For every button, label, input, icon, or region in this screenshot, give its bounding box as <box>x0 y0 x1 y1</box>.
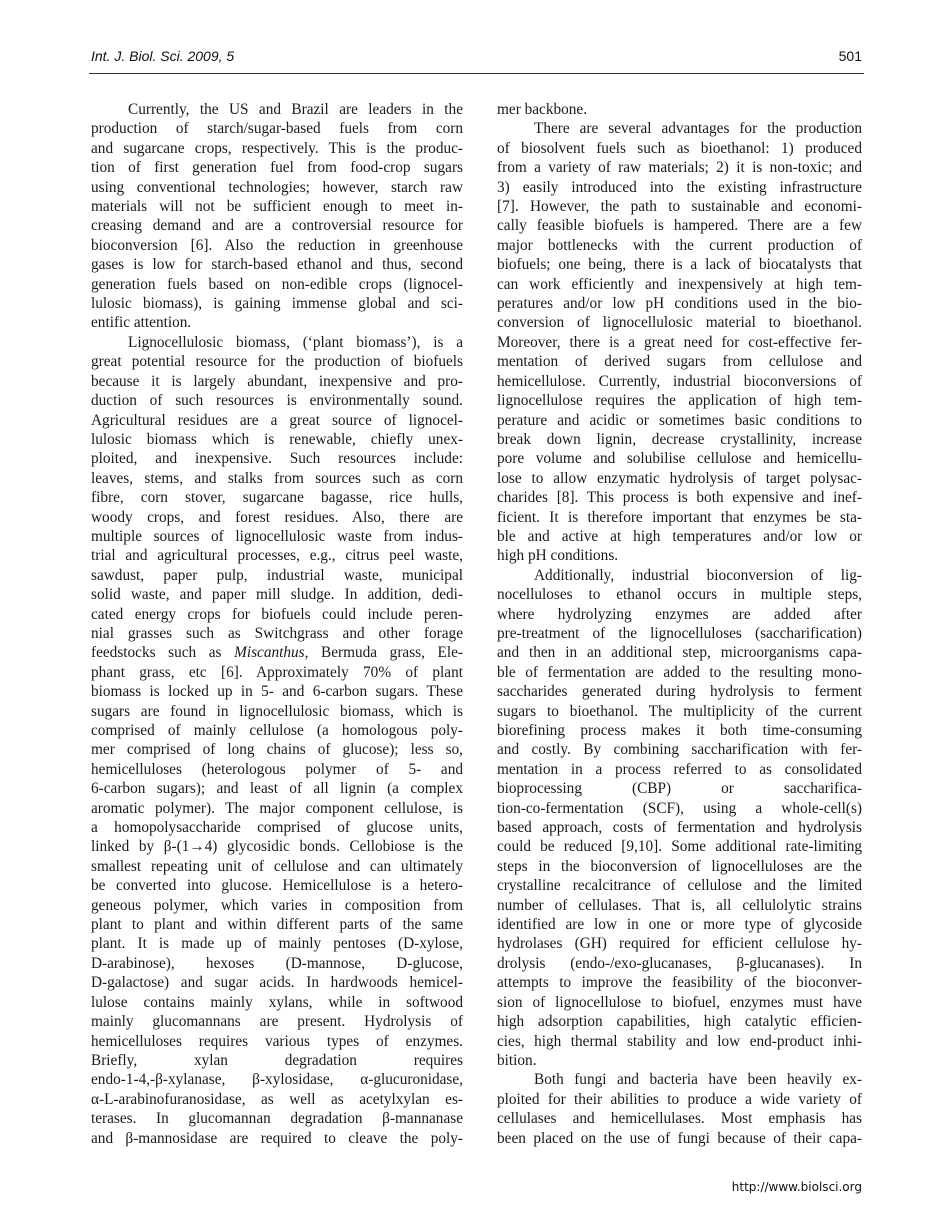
text-line: terases. In glucomannan degradation β-mannanase <box>91 1110 463 1128</box>
text-segment: , Bermuda grass, Ele- <box>304 644 463 662</box>
text-line: a homopolysaccharide comprised of glucose units, <box>91 819 463 837</box>
text-line: from a variety of raw materials; 2) it is non-toxic; and <box>497 159 862 177</box>
text-line: major bottlenecks with the current production of <box>497 236 862 254</box>
text-line: Lignocellulosic biomass, (‘plant biomass’), is a <box>128 333 463 351</box>
text-line: ploited, and inexpensive. Such resources include: <box>91 450 463 468</box>
text-line: bition. <box>497 1051 537 1069</box>
text-line: pre-treatment of the lignocelluloses (saccharification) <box>497 624 862 642</box>
text-line: cellulases and hemicellulases. Most emphasis has <box>497 1110 862 1128</box>
journal-citation: Int. J. Biol. Sci. 2009, 5 <box>91 48 235 64</box>
text-line: hydrolases (GH) required for efficient cellulose hy- <box>497 935 862 953</box>
text-line: endo-1-4,-β-xylanase, β-xylosidase, α-glucuronidase, <box>91 1071 463 1089</box>
text-line: gases is low for starch-based ethanol and thus, second <box>91 256 463 274</box>
text-line: biofuels; one being, there is a lack of biocatalysts that <box>497 256 862 274</box>
text-line: Moreover, there is a great need for cost-effective fer- <box>497 333 862 351</box>
text-line: geneous polymer, which varies in composition from <box>91 896 463 914</box>
text-line: solid waste, and paper mill sludge. In addition, dedi- <box>91 586 463 604</box>
text-line: aromatic polymer). The major component cellulose, is <box>91 799 463 817</box>
text-line: leaves, stems, and stalks from sources such as corn <box>91 469 463 487</box>
text-line: nial grasses such as Switchgrass and other forage <box>91 624 463 642</box>
text-line: phant grass, etc [6]. Approximately 70% of plant <box>91 663 463 681</box>
text-line: and β-mannosidase are required to cleave the poly- <box>91 1129 463 1147</box>
text-line: creasing demand and are a controversial resource for <box>91 217 463 235</box>
text-line: Agricultural residues are a great source of lignocel- <box>91 411 463 429</box>
text-line: identified are low in one or more type of glycoside <box>497 916 862 934</box>
text-line: trial and agricultural processes, e.g., citrus peel waste, <box>91 547 463 565</box>
left-column <box>91 100 463 1148</box>
text-line: based approach, costs of fermentation and hydrolysis <box>497 819 862 837</box>
text-line: α-L-arabinofuranosidase, as well as acetylxylan es- <box>91 1090 463 1108</box>
text-line: There are several advantages for the production <box>534 120 862 138</box>
text-line: linked by β-(1→4) glycosidic bonds. Cellobiose is the <box>91 838 463 856</box>
text-line: ploited for their abilities to produce a wide variety of <box>497 1090 862 1108</box>
text-line: multiple sources of lignocellulosic waste from indus- <box>91 527 463 545</box>
right-column <box>497 100 862 1148</box>
paragraph <box>497 566 862 1071</box>
text-line: 6-carbon sugars); and least of all lignin (a complex <box>91 780 463 798</box>
text-line: comprised of mainly cellulose (a homologous poly- <box>91 722 463 739</box>
text-line: high pH conditions. <box>497 547 619 565</box>
text-line: lulose contains mainly xylans, while in softwood <box>91 993 463 1011</box>
italic-term: Miscanthus <box>234 644 305 662</box>
text-line: charides [8]. This process is both expensive and inef- <box>497 489 862 507</box>
text-line: hemicellulose. Currently, industrial bioconversions of <box>497 372 862 390</box>
text-line: high adsorption capabilities, high catalytic efficien- <box>497 1013 862 1031</box>
text-line: [7]. However, the path to sustainable and economi- <box>497 198 862 216</box>
text-line: entific attention. <box>91 314 192 332</box>
text-segment: feedstocks such as <box>91 644 235 662</box>
text-line: bioconversion [6]. Also the reduction in greenhouse <box>91 236 463 254</box>
text-line: be converted into glucose. Hemicellulose is a hetero- <box>91 877 463 895</box>
text-line: plant to plant and within different parts of the same <box>91 916 463 934</box>
text-line: Additionally, industrial bioconversion of lig- <box>534 566 862 584</box>
text-line: saccharides generated during hydrolysis to ferment <box>497 683 862 701</box>
text-line: and sugarcane crops, respectively. This is the produc- <box>91 139 463 157</box>
text-line: of biosolvent fuels such as bioethanol: 1) produced <box>497 139 862 157</box>
text-line: steps in the bioconversion of lignocelluloses are the <box>497 857 862 875</box>
paragraph <box>497 119 862 565</box>
text-line: mentation of derived sugars from cellulose and <box>497 353 862 371</box>
text-line: great potential resource for the production of biofuels <box>91 353 463 371</box>
text-line: mainly glucomannans are present. Hydrolysis of <box>91 1013 463 1031</box>
text-line: production of starch/sugar-based fuels from corn <box>91 120 463 138</box>
text-line: plant. It is made up of mainly pentoses (D-xylose, <box>91 935 463 953</box>
text-line: biomass is locked up in 5- and 6-carbon sugars. These <box>91 683 463 701</box>
text-line: lulosic biomass which is renewable, chiefly unex- <box>91 430 463 448</box>
text-line: Currently, the US and Brazil are leaders in the <box>128 101 463 118</box>
text-line: smallest repeating unit of cellulose and can ultimately <box>91 857 463 875</box>
text-line: sugars to bioethanol. The multiplicity of the current <box>497 702 862 720</box>
paragraph <box>91 100 463 333</box>
text-line: sugars are found in lignocellulosic biomass, which is <box>91 702 463 720</box>
text-line: materials will not be sufficient enough to meet in- <box>91 198 463 216</box>
text-line: biorefining process makes it both time-consuming <box>497 722 862 739</box>
text-line: number of cellulases. That is, all cellulolytic strains <box>497 896 862 914</box>
text-line <box>91 643 463 662</box>
text-line: pore volume and solubilise cellulose and hemicellu- <box>497 450 862 468</box>
text-line: tion of first generation fuel from food-crop sugars <box>91 159 463 177</box>
text-line: nocelluloses to ethanol occurs in multiple steps, <box>497 586 862 604</box>
text-line: cally feasible biofuels is hampered. There are a few <box>497 217 862 235</box>
text-line: sion of lignocellulose to biofuel, enzymes must have <box>497 993 862 1011</box>
text-line: mentation in a process referred to as consolidated <box>497 760 862 778</box>
text-line: could be reduced [9,10]. Some additional rate-limiting <box>497 838 862 856</box>
text-line: where hydrolyzing enzymes are added after <box>497 605 862 623</box>
text-line: mer comprised of long chains of glucose); less so, <box>91 741 463 759</box>
text-line: hemicelluloses requires various types of enzymes. <box>91 1032 463 1050</box>
text-line: crystalline recalcitrance of cellulose and the limited <box>497 877 862 895</box>
text-line: D-arabinose), hexoses (D-mannose, D-glucose, <box>91 954 463 972</box>
text-line: drolysis (endo-/exo-glucanases, β-glucanases). In <box>497 954 862 972</box>
text-line: peratures and/or low pH conditions used in the bio- <box>497 295 862 313</box>
text-line: tion-co-fermentation (SCF), using a whole-cell(s) <box>497 799 862 817</box>
text-line: D-galactose) and sugar acids. In hardwoods hemicel- <box>91 974 463 992</box>
text-line: perature and acidic or sometimes basic conditions to <box>497 411 862 429</box>
text-line: because it is largely abundant, inexpensive and pro- <box>91 372 463 390</box>
text-line: conversion of lignocellulosic material to bioethanol. <box>497 314 862 332</box>
text-line: lose to allow enzymatic hydrolysis of target polysac- <box>497 469 862 487</box>
text-line: been placed on the use of fungi because of their capa- <box>497 1129 862 1147</box>
text-line: and then in an additional step, microorganisms capa- <box>497 644 862 662</box>
text-line: woody crops, and forest residues. Also, there are <box>91 508 463 526</box>
text-line: and costly. By combining saccharification with fer- <box>497 741 862 759</box>
text-line: lignocellulose requires the application of high tem- <box>497 392 862 410</box>
text-line: cies, high thermal stability and low end-product inhi- <box>497 1032 862 1050</box>
text-line: attempts to improve the feasibility of the bioconver- <box>497 974 862 992</box>
text-line: hemicelluloses (heterologous polymer of 5- and <box>91 760 463 778</box>
text-line: Briefly, xylan degradation requires <box>91 1051 463 1069</box>
text-line: break down lignin, decrease crystallinity, increase <box>497 430 862 448</box>
text-line: fibre, corn stover, sugarcane bagasse, rice hulls, <box>91 489 463 507</box>
header-rule <box>89 73 864 74</box>
text-line: using conventional technologies; however, starch raw <box>91 178 463 196</box>
page-number: 501 <box>838 48 862 64</box>
text-line: sawdust, paper pulp, industrial waste, municipal <box>91 566 463 584</box>
paragraph <box>497 1070 862 1148</box>
text-line: Both fungi and bacteria have been heavily ex- <box>534 1071 862 1089</box>
text-line: duction of such resources is environmentally sound. <box>91 392 463 410</box>
text-line: ble and active at high temperatures and/or low or <box>497 527 862 545</box>
text-line: generation fuels based on non-edible crops (lignocel- <box>91 275 463 293</box>
paragraph <box>497 100 862 119</box>
text-line: ficient. It is therefore important that enzymes be sta- <box>497 508 862 526</box>
text-line: cated energy crops for biofuels could include peren- <box>91 605 463 623</box>
text-line: bioprocessing (CBP) or saccharifica- <box>497 780 862 798</box>
text-line: mer backbone. <box>497 101 588 118</box>
text-line: can work efficiently and inexpensively at high tem- <box>497 275 862 293</box>
text-line: ble of fermentation are added to the resulting mono- <box>497 663 862 681</box>
paragraph <box>91 333 463 1148</box>
text-line: lulosic biomass), is gaining immense global and sci- <box>91 295 463 313</box>
text-line: 3) easily introduced into the existing infrastructure <box>497 178 862 196</box>
footer-url: http://www.biolsci.org <box>731 1180 862 1194</box>
